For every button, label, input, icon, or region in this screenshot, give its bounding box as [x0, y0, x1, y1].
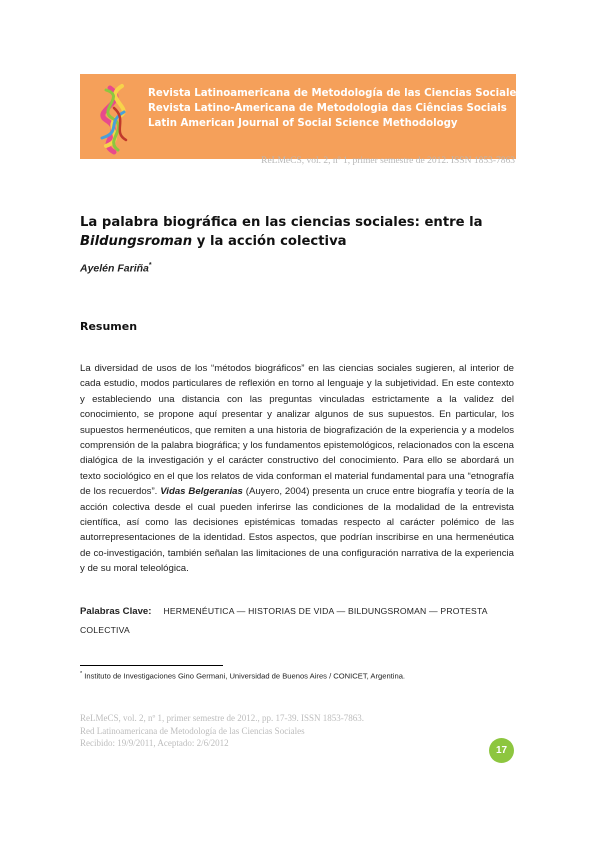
article-title [80, 213, 520, 251]
author-name [80, 262, 152, 275]
journal-banner [80, 74, 523, 159]
journal-logo-icon [86, 80, 142, 156]
author-footnote-mark: * [148, 262, 152, 269]
keywords-list: HERMENÉUTICA — HISTORIAS DE VIDA — BILDUNGSROMAN — PROTESTA COLECTIVA [80, 606, 488, 635]
citation-footer-line3: Recibido: 19/9/2011, Aceptado: 2/6/2012 [80, 738, 229, 748]
article-title-line1: La palabra biográfica en las ciencias sociales: entre la [80, 215, 483, 230]
footnote-text: Instituto de Investigaciones Gino Germani, Universidad de Buenos Aires / CONICET, Argentina. [82, 671, 406, 681]
abstract-body [80, 361, 514, 577]
keywords [80, 602, 514, 640]
keywords-label: Palabras Clave: [80, 606, 152, 617]
journal-titles [148, 86, 523, 131]
author-name-text: Ayelén Fariña [80, 262, 149, 275]
footnote-divider [80, 665, 223, 666]
abstract-heading: Resumen [80, 320, 138, 333]
page-number-badge: 17 [489, 738, 514, 763]
citation-footer [80, 712, 480, 750]
citation-footer-line2: Red Latinoamericana de Metodología de las Ciencias Sociales [80, 725, 305, 736]
footnote [80, 671, 520, 681]
abstract-italic-title: Vidas Belgeranias [160, 486, 243, 498]
citation-footer-line1: ReLMeCS, vol. 2, nº 1, primer semestre de 2012., pp. 17-39. ISSN 1853-7863. [80, 713, 365, 723]
citation-header: ReLMeCS, vol. 2, nº 1, primer semestre de 2012. ISSN 1853-7863 [261, 156, 515, 166]
abstract-text-after: (Auyero, 2004) presenta un cruce entre biografía y teoría de la acción colectiva desde el cual pueden inferirse las condiciones de la modalidad de la entrevista científica, así como las decisiones epistémicas tomadas respecto al carácter polémico de las autorrepresentaciones de la identidad. Estos aspectos, que podrían inscribirse en una hermenéutica de co-investigación, también señalan las limitaciones de una configuración narrativa de la experiencia y de su moral teleológica. [80, 486, 514, 575]
journal-title-pt: Revista Latino-Americana de Metodologia das Ciências Sociais [148, 103, 507, 114]
article-title-line2 [80, 232, 520, 251]
footnote-mark: * [80, 671, 83, 677]
article-title-italic: Bildungsroman [80, 234, 193, 249]
journal-title-es: Revista Latinoamericana de Metodología de las Ciencias Sociales [148, 88, 523, 99]
journal-title-en: Latin American Journal of Social Science Methodology [148, 118, 458, 129]
abstract-text-before: La diversidad de usos de los “métodos biográficos” en las ciencias sociales sugieren, al interior de cada estudio, modos particulares de reflexión en torno al lenguaje y la subjetividad. En este contexto y estableciendo una distancia con las preguntas vinculadas estrictamente a la validez del conocimiento, se propone aquí presentar y analizar algunos de sus supuestos. En particular, los supuestos hermenéuticos, que remiten a una historia de biografización de la experiencia y a modelos comprensión de la palabra biográfica; y los fundamentos epistemológicos, relacionados con la escena dialógica de la investigación y el carácter constructivo del conocimiento. Para ello se abordará un texto sociológico en el que los relatos de vida conforman el material fundamental para una “etnografía de los recuerdos”. [80, 363, 514, 498]
article-title-rest: y la acción colectiva [192, 234, 347, 249]
